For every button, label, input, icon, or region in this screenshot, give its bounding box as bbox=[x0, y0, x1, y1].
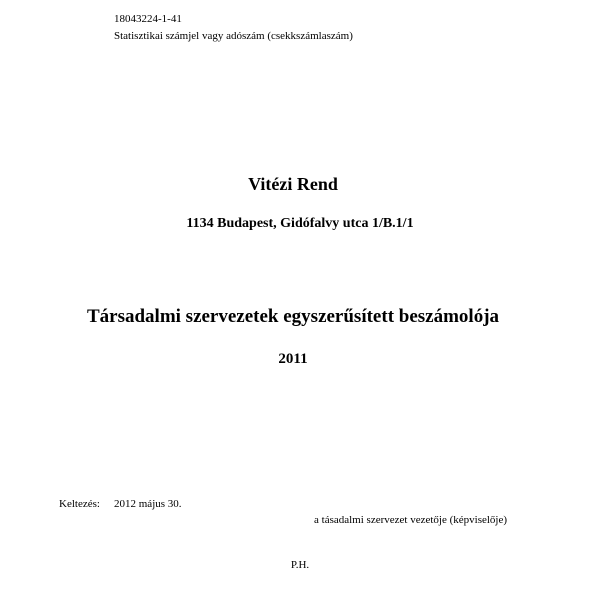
report-year: 2011 bbox=[278, 351, 308, 367]
report-title: Társadalmi szervezetek egyszerűsített beszámolója bbox=[86, 306, 500, 327]
date-value: 2012 május 30. bbox=[114, 498, 182, 510]
stamp-place-label: P.H. bbox=[290, 559, 310, 571]
organization-name: Vitézi Rend bbox=[248, 174, 338, 194]
tax-id-number: 18043224-1-41 bbox=[114, 13, 182, 25]
signatory-caption: a tásadalmi szervezet vezetője (képviselője) bbox=[314, 514, 508, 526]
date-label: Keltezés: bbox=[59, 498, 100, 510]
organization-address: 1134 Budapest, Gidófalvy utca 1/B.1/1 bbox=[186, 216, 414, 231]
tax-id-caption: Statisztikai számjel vagy adószám (csekkszámlaszám) bbox=[114, 30, 353, 42]
